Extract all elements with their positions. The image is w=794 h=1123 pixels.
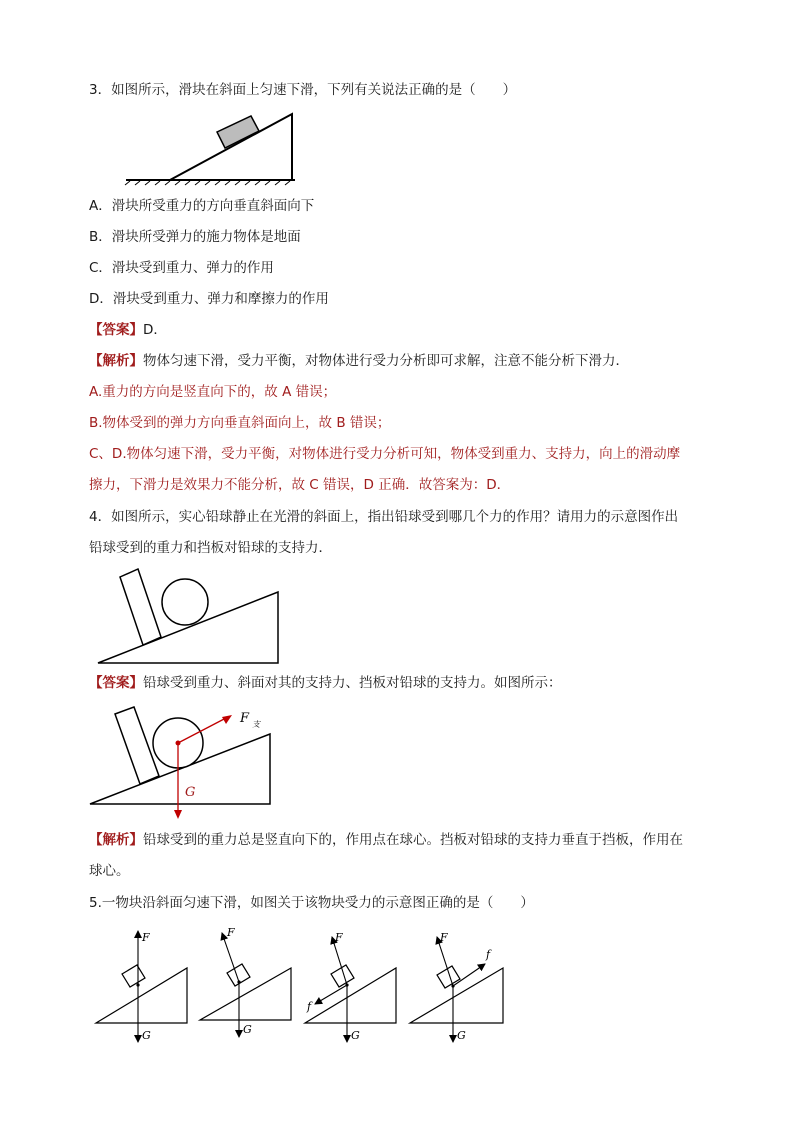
answer-tag: 【答案】 bbox=[89, 675, 143, 691]
q4-analysis-1 bbox=[89, 830, 683, 850]
q3-incline-figure bbox=[120, 110, 300, 186]
support-force-label: F bbox=[240, 711, 250, 726]
q3-analysis-5: 擦力，下滑力是效果力不能分析，故 C 错误，D 正确．故答案为：D． bbox=[89, 477, 511, 493]
q3-answer bbox=[89, 320, 167, 340]
svg-text:G: G bbox=[457, 1029, 466, 1042]
svg-text:f: f bbox=[486, 948, 491, 961]
svg-text:F: F bbox=[227, 926, 235, 939]
q3-option-c: C．滑块受到重力、弹力的作用 bbox=[89, 260, 274, 276]
svg-text:F: F bbox=[142, 931, 150, 944]
answer-text: D． bbox=[143, 322, 167, 338]
q5-figure-a bbox=[96, 931, 187, 1042]
svg-text:f: f bbox=[307, 1000, 312, 1013]
svg-text:G: G bbox=[243, 1023, 252, 1036]
q4-analysis-2: 球心。 bbox=[89, 863, 130, 879]
q3-analysis-2: A.重力的方向是竖直向下的，故 A 错误； bbox=[89, 384, 337, 400]
q3-option-d: D．滑块受到重力、弹力和摩擦力的作用 bbox=[89, 291, 329, 307]
q5-figure-d bbox=[410, 931, 503, 1042]
q5-stem: 5.一物块沿斜面匀速下滑，如图关于该物块受力的示意图正确的是（ ） bbox=[89, 895, 534, 911]
answer-text: 铅球受到重力、斜面对其的支持力、挡板对铅球的支持力。如图所示： bbox=[143, 675, 562, 691]
analysis-text: 铅球受到的重力总是竖直向下的，作用点在球心。挡板对铅球的支持力垂直于挡板，作用在 bbox=[143, 832, 683, 848]
q4-answer bbox=[89, 673, 562, 693]
q3-option-a: A．滑块所受重力的方向垂直斜面向下 bbox=[89, 198, 315, 214]
q3-option-b: B．滑块所受弹力的施力物体是地面 bbox=[89, 229, 301, 245]
q3-analysis-3: B.物体受到的弹力方向垂直斜面向上，故 B 错误； bbox=[89, 415, 391, 431]
q5-figure-b bbox=[200, 926, 291, 1037]
answer-tag: 【答案】 bbox=[89, 322, 143, 338]
q4-force-diagram bbox=[86, 704, 286, 822]
q3-analysis-4: C、D.物体匀速下滑，受力平衡，对物体进行受力分析可知，物体受到重力、支持力，向上的滑动摩 bbox=[89, 446, 681, 462]
q3-analysis-1 bbox=[89, 351, 629, 371]
q5-figure-c bbox=[305, 931, 396, 1042]
svg-text:F: F bbox=[440, 931, 448, 944]
gravity-label: G bbox=[185, 785, 196, 800]
q4-ball-incline-figure bbox=[94, 566, 284, 668]
svg-text:F: F bbox=[335, 931, 343, 944]
q5-option-figures bbox=[92, 922, 512, 1048]
analysis-tag: 【解析】 bbox=[89, 353, 143, 369]
q4-stem-2: 铅球受到的重力和挡板对铅球的支持力． bbox=[89, 540, 332, 556]
svg-text:G: G bbox=[351, 1029, 360, 1042]
support-force-subscript: 支 bbox=[252, 720, 260, 729]
analysis-tag: 【解析】 bbox=[89, 832, 143, 848]
q3-stem: 3．如图所示，滑块在斜面上匀速下滑，下列有关说法正确的是（ ） bbox=[89, 82, 517, 98]
q4-stem-1: 4．如图所示，实心铅球静止在光滑的斜面上，指出铅球受到哪几个力的作用？请用力的示意图作出 bbox=[89, 509, 679, 525]
svg-text:G: G bbox=[142, 1029, 151, 1042]
analysis-text: 物体匀速下滑，受力平衡，对物体进行受力分析即可求解，注意不能分析下滑力． bbox=[143, 353, 629, 369]
